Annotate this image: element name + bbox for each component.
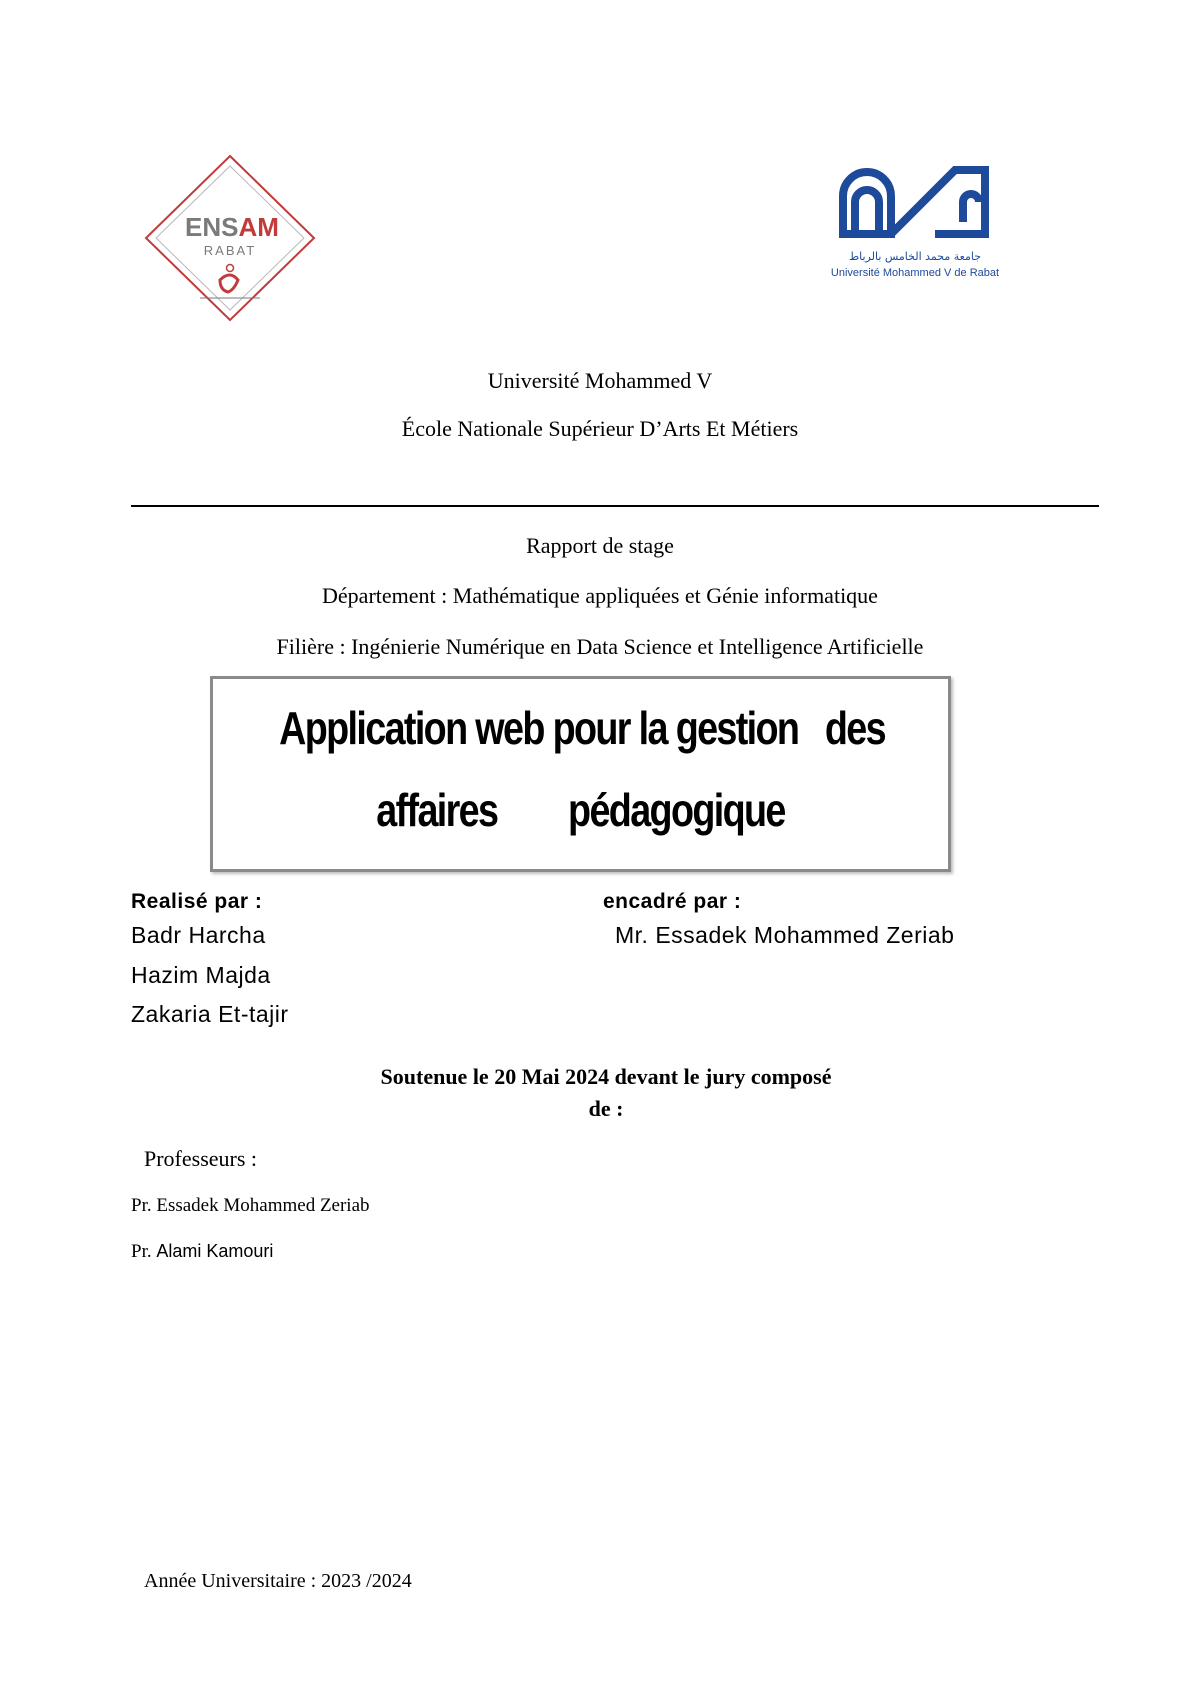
ensam-logo (140, 152, 320, 324)
author-name: Zakaria Et-tajir (131, 1001, 289, 1027)
academic-year: Année Universitaire : 2023 /2024 (144, 1570, 412, 1592)
divider (131, 505, 1099, 507)
university-logo-caption: Université Mohammed V de Rabat (830, 267, 1000, 279)
university-name: Université Mohammed V (487, 368, 713, 393)
department: Département : Mathématique appliquées et Génie informatique (322, 583, 878, 608)
university-logo (785, 162, 1045, 290)
school-name: École Nationale Supérieur D’Arts Et Métiers (401, 416, 799, 441)
report-title-line-1: Application web pour la gestion des (279, 702, 885, 754)
svg-text:ENSAM: ENSAM (185, 212, 279, 242)
authors-label: Realisé par : (131, 890, 263, 913)
defense-line-1: Soutenue le 20 Mai 2024 devant le jury composé (380, 1064, 832, 1089)
svg-text:RABAT: RABAT (203, 243, 257, 258)
university-logo-arabic: جامعة محمد الخامس بالرباط (848, 250, 982, 263)
jury-member-name: Alami Kamouri (156, 1241, 274, 1261)
jury-member (131, 1241, 273, 1263)
author-name: Badr Harcha (131, 922, 266, 948)
report-title-box (210, 676, 951, 872)
jury-member-name: Essadek Mohammed Zeriab (156, 1195, 370, 1216)
jury-member (131, 1195, 370, 1217)
supervisor-label: encadré par : (603, 890, 742, 913)
author-name: Hazim Majda (131, 962, 271, 988)
defense-line-2: de : (588, 1096, 624, 1121)
report-title-line-2: affaires pédagogique (376, 784, 785, 836)
report-type: Rapport de stage (526, 533, 674, 558)
jury-label: Professeurs : (144, 1146, 258, 1171)
jury-member-prefix: Pr. (131, 1195, 152, 1216)
filiere: Filière : Ingénierie Numérique en Data Science et Intelligence Artificielle (276, 634, 924, 659)
supervisor-name: Mr. Essadek Mohammed Zeriab (615, 922, 955, 948)
jury-member-prefix: Pr. (131, 1241, 152, 1262)
